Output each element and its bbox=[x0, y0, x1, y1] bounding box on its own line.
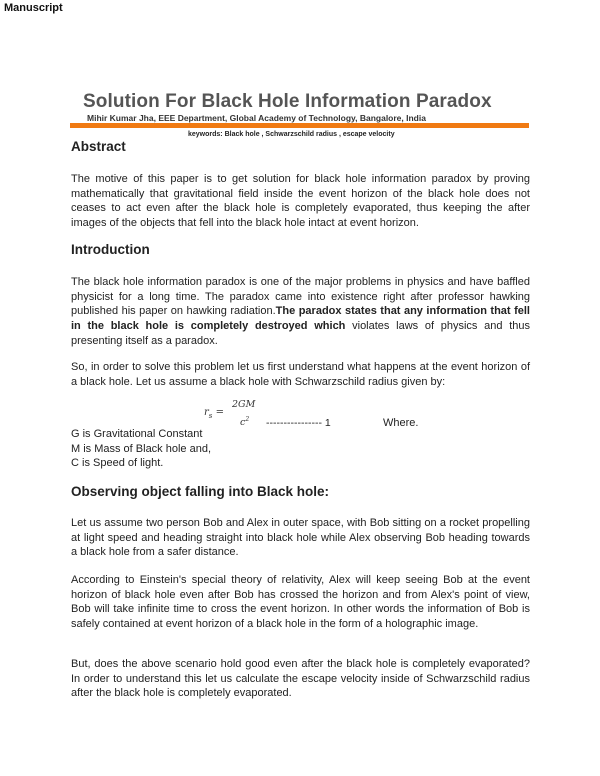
observing-heading: Observing object falling into Black hole: bbox=[71, 484, 330, 499]
observing-paragraph-1: Let us assume two person Bob and Alex in outer space, with Bob sitting on a rocket propelling at light speed and heading straight into black hole while Alex observing Bob heading towards a black hole from a safer distance. bbox=[71, 517, 530, 559]
paper-title: Solution For Black Hole Information Paradox bbox=[83, 91, 492, 112]
abstract-paragraph: The motive of this paper is to get solution for black hole information paradox by proving mathematically that gravitational field inside the event horizon of the black hole does not ceases to act even after the black hole is completely evaporated, thus keeping the after images of the objects that fell into the black hole intact at event horizon. bbox=[71, 173, 530, 230]
introduction-heading: Introduction bbox=[71, 242, 150, 257]
observing-paragraph-2: According to Einstein's special theory of relativity, Alex will keep seeing Bob at the event horizon of black hole even after Bob has crossed the horizon and from Alex's point of view, Bob will take infinite time to cross the event horizon. In other words the information of Bob is safely contained at event horizon of a black hole in the form of a holographic image. bbox=[71, 574, 530, 631]
definition-item: C is Speed of light. bbox=[71, 457, 164, 470]
introduction-paragraph-1 bbox=[71, 275, 530, 349]
equation-equals: = bbox=[215, 407, 224, 418]
intro-text-before: The black hole information paradox is one of the major problems in physics and have baffled physicist for a long time. The paradox came into existence right after professor hawking published his paper on hawking radiation. bbox=[71, 276, 530, 318]
definition-list bbox=[71, 427, 211, 471]
abstract-heading: Abstract bbox=[71, 139, 126, 154]
equation-where-label: Where. bbox=[383, 417, 419, 429]
keywords-line: keywords: Black hole , Schwarzschild radius , escape velocity bbox=[188, 131, 395, 138]
intro-text-after: violates laws of physics and thus presenting itself as a paradox. bbox=[71, 320, 530, 347]
equation-denominator bbox=[240, 416, 249, 428]
author-line: Mihir Kumar Jha, EEE Department, Global Academy of Technology, Bangalore, India bbox=[87, 113, 426, 123]
equation-lhs bbox=[204, 407, 224, 420]
definition-item: G is Gravitational Constant bbox=[71, 428, 203, 440]
introduction-paragraph-2: So, in order to solve this problem let us first understand what happens at the event horizon of a black hole. Let us assume a black hole with Schwarzschild radius given by: bbox=[71, 361, 530, 388]
equation-denominator-exponent: 2 bbox=[245, 416, 250, 423]
equation-numerator: 2GM bbox=[232, 399, 256, 410]
manuscript-label: Manuscript bbox=[4, 2, 63, 14]
equation-lhs-symbol: r bbox=[204, 407, 209, 418]
intro-text-bold: The paradox states that any information that fell in the black hole is completely destroyed which bbox=[71, 305, 530, 333]
equation-denominator-symbol: c bbox=[240, 417, 246, 429]
equation-leader: ---------------- 1 bbox=[266, 417, 331, 429]
title-rule bbox=[70, 123, 529, 128]
equation-lhs-subscript: s bbox=[208, 412, 213, 420]
observing-paragraph-3: But, does the above scenario hold good even after the black hole is completely evaporated? In order to understand this let us calculate the escape velocity inside of Schwarzschild radius after the black hole is completely evaporated. bbox=[71, 658, 530, 700]
definition-item: M is Mass of Black hole and, bbox=[71, 442, 212, 455]
